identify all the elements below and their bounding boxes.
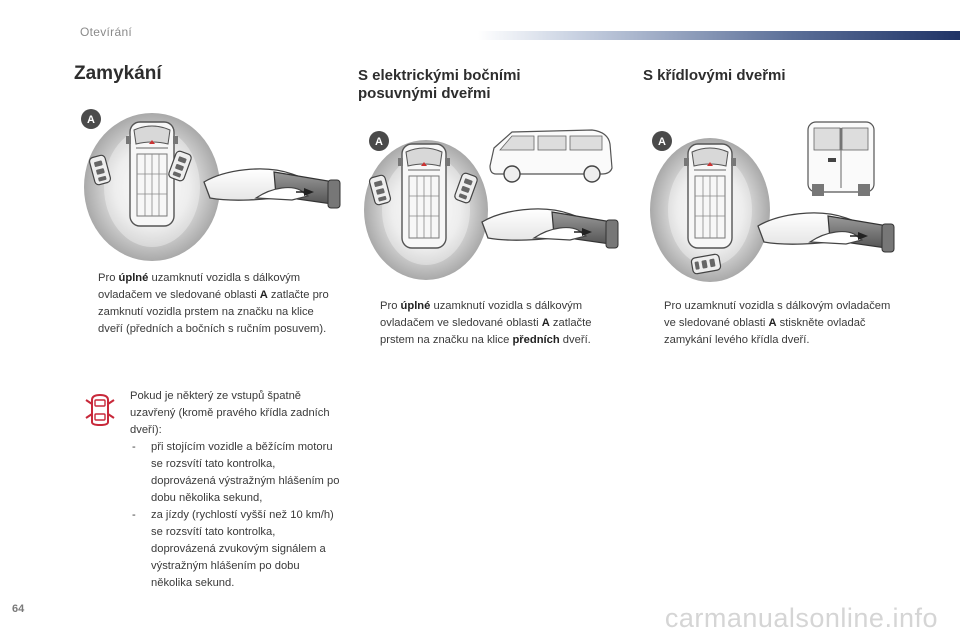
text-part: Pro xyxy=(380,300,401,312)
instruction-col1 xyxy=(80,270,338,338)
instruction-col2 xyxy=(362,298,626,349)
van-side-view xyxy=(490,130,612,182)
text-bold: úplné xyxy=(400,300,431,312)
text-bold: předních xyxy=(512,334,560,346)
text-part: uzamknutí vozidla s dálkovým ovladačem ve sledované oblasti xyxy=(98,272,301,301)
zone-label-a-1-text: A xyxy=(87,114,95,126)
van-rear-view xyxy=(808,122,874,196)
title-electric-sliding-doors: S elektrickými bočními posuvnými dveřmi xyxy=(358,67,521,102)
text-part: dveří. xyxy=(559,334,591,346)
warning-item-2: - za jízdy (rychlostí vyšší než 10 km/h) se rozsvítí tato kontrolka, doprovázená zvukovým signálem a výstražným hlášením po dobu několika sekund. xyxy=(130,507,340,592)
text-part: uzamknutí vozidla s dálkovým ovladačem ve sledované oblasti xyxy=(380,300,583,329)
text-part: zatlačte pro zamknutí vozidla prstem na značku na klice dveří (předních a bočních s ručním posuvem). xyxy=(98,289,329,335)
page-number: 64 xyxy=(12,603,25,615)
warning-intro: Pokud je některý ze vstupů špatně uzavřený (kromě pravého křídla zadních dveří): xyxy=(130,390,330,436)
warning-item-1: - při stojícím vozidle a běžícím motoru se rozsvítí tato kontrolka, doprovázená výstražným hlášením po dobu několika sekund, xyxy=(130,439,340,507)
figure-locking-zone-2 xyxy=(362,118,627,283)
title-wing-doors: S křídlovými dveřmi xyxy=(643,67,786,84)
warning-list xyxy=(130,439,340,592)
figure-locking-zone-3 xyxy=(648,118,910,286)
text-bold: úplné xyxy=(118,272,149,284)
text-part: Pro uzamknutí vozidla s dálkovým ovladačem ve sledované oblasti xyxy=(664,300,891,329)
text-part: stiskněte ovladač zamykání levého křídla dveří. xyxy=(664,317,866,346)
zone-label-a-3-text: A xyxy=(658,136,666,148)
figure-locking-zone-1 xyxy=(80,108,342,263)
section-header: Otevírání xyxy=(80,25,133,39)
header-gradient-bar xyxy=(478,31,960,40)
text-bold: A xyxy=(541,317,550,329)
zone-label-a-2 xyxy=(368,130,390,152)
text-part: zatlačte prstem na značku na klice xyxy=(380,317,592,346)
watermark: carmanualsonline.info xyxy=(664,603,938,633)
instruction-col3 xyxy=(646,298,898,349)
door-open-warning-icon xyxy=(84,392,116,428)
text-bold: A xyxy=(259,289,268,301)
text-bold: A xyxy=(768,317,777,329)
zone-label-a-3 xyxy=(651,130,673,152)
title-zamykani: Zamykání xyxy=(74,63,162,84)
zone-label-a-1 xyxy=(80,108,102,130)
warning-note xyxy=(130,388,340,592)
text-part: Pro xyxy=(98,272,119,284)
zone-label-a-2-text: A xyxy=(375,136,383,148)
